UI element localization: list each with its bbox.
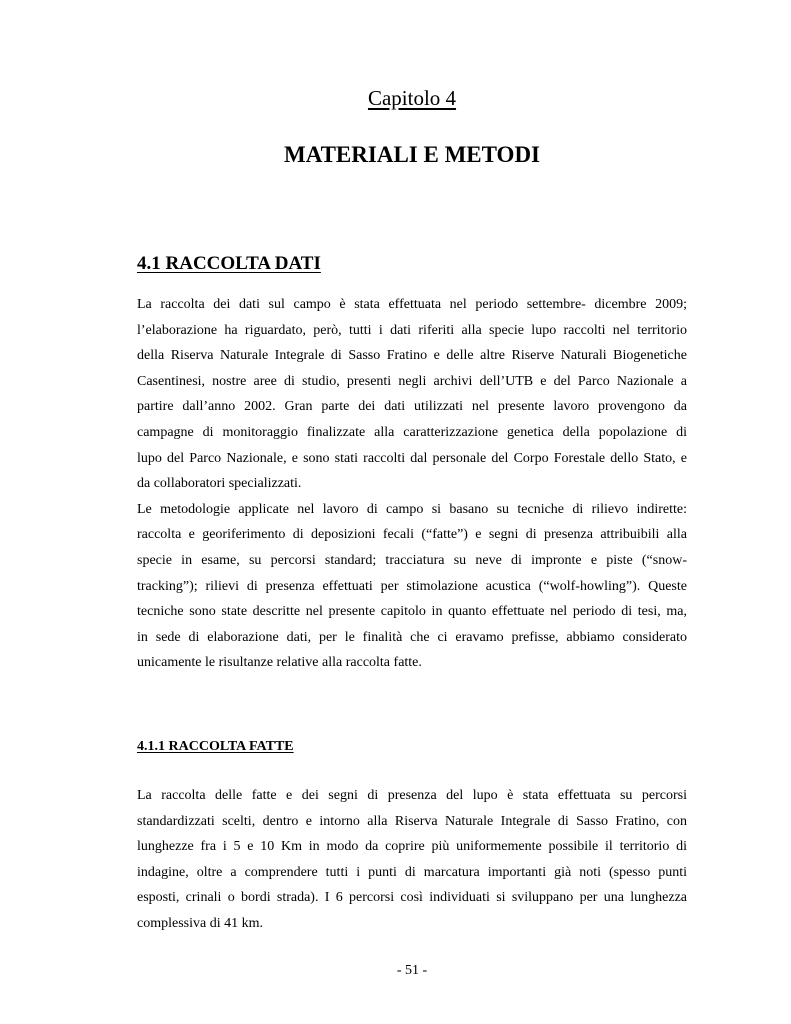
body-line: specie in esame, su percorsi standard; tracciatura su neve di impronte e piste (“snow- [137, 552, 687, 568]
body-line: da collaboratori specializzati. [137, 476, 302, 492]
body-line: Le metodologie applicate nel lavoro di campo si basano su tecniche di rilievo indirette: [137, 501, 687, 517]
section-4-1-body [137, 292, 687, 676]
page-number: - 51 - [396, 963, 428, 978]
chapter-title: MATERIALI E METODI [283, 142, 541, 167]
body-line: lunghezze fra i 5 e 10 Km in modo da coprire più uniformemente possibile il territorio di [137, 839, 687, 855]
body-line: unicamente le risultanze relative alla raccolta fatte. [137, 655, 422, 671]
body-line: tecniche sono state descritte nel presente capitolo in quanto effettuate nel periodo di tesi, ma, [137, 604, 687, 620]
body-line: raccolta e georiferimento di deposizioni fecali (“fatte”) e segni di presenza attribuibili alla [137, 527, 687, 543]
body-line: lupo del Parco Nazionale, e sono stati raccolti dal personale del Corpo Forestale dello Stato, e [137, 450, 687, 466]
body-line: standardizzati scelti, dentro e intorno alla Riserva Naturale Integrale di Sasso Fratino, con [137, 813, 687, 829]
body-line: della Riserva Naturale Integrale di Sasso Fratino e delle altre Riserve Naturali Biogenetiche [137, 348, 687, 364]
body-line: complessiva di 41 km. [137, 915, 263, 931]
body-line: Casentinesi, nostre aree di studio, presenti negli archivi dell’UTB e del Parco Nazionale a [137, 373, 687, 389]
body-line: campagne di monitoraggio finalizzate alla caratterizzazione genetica della popolazione di [137, 424, 687, 440]
section-4-1-1-body [137, 783, 687, 937]
body-line: La raccolta delle fatte e dei segni di presenza del lupo è stata effettuata su percorsi [137, 788, 687, 803]
subsection-heading-4-1-1: 4.1.1 RACCOLTA FATTE [137, 739, 294, 754]
body-line: tracking”); rilievi di presenza effettuati per stimolazione acustica (“wolf-howling”). Queste [137, 578, 687, 594]
body-line: La raccolta dei dati sul campo è stata effettuata nel periodo settembre- dicembre 2009; [137, 297, 687, 312]
body-line: indagine, oltre a comprendere tutti i punti di marcatura importanti già noti (spesso punti [137, 864, 687, 880]
body-line: l’elaborazione ha riguardato, però, tutti i dati riferiti alla specie lupo raccolti nel territorio [137, 322, 687, 338]
chapter-label: Capitolo 4 [367, 86, 457, 110]
body-line: esposti, crinali o bordi strada). I 6 percorsi così individuati si sviluppano per una lunghezza [137, 890, 687, 906]
body-line: in sede di elaborazione dati, per le finalità che ci eravamo prefisse, abbiamo considerato [137, 629, 687, 645]
section-heading-4-1: 4.1 RACCOLTA DATI [137, 253, 321, 274]
body-line: partire dall’anno 2002. Gran parte dei dati utilizzati nel presente lavoro provengono da [137, 399, 687, 415]
